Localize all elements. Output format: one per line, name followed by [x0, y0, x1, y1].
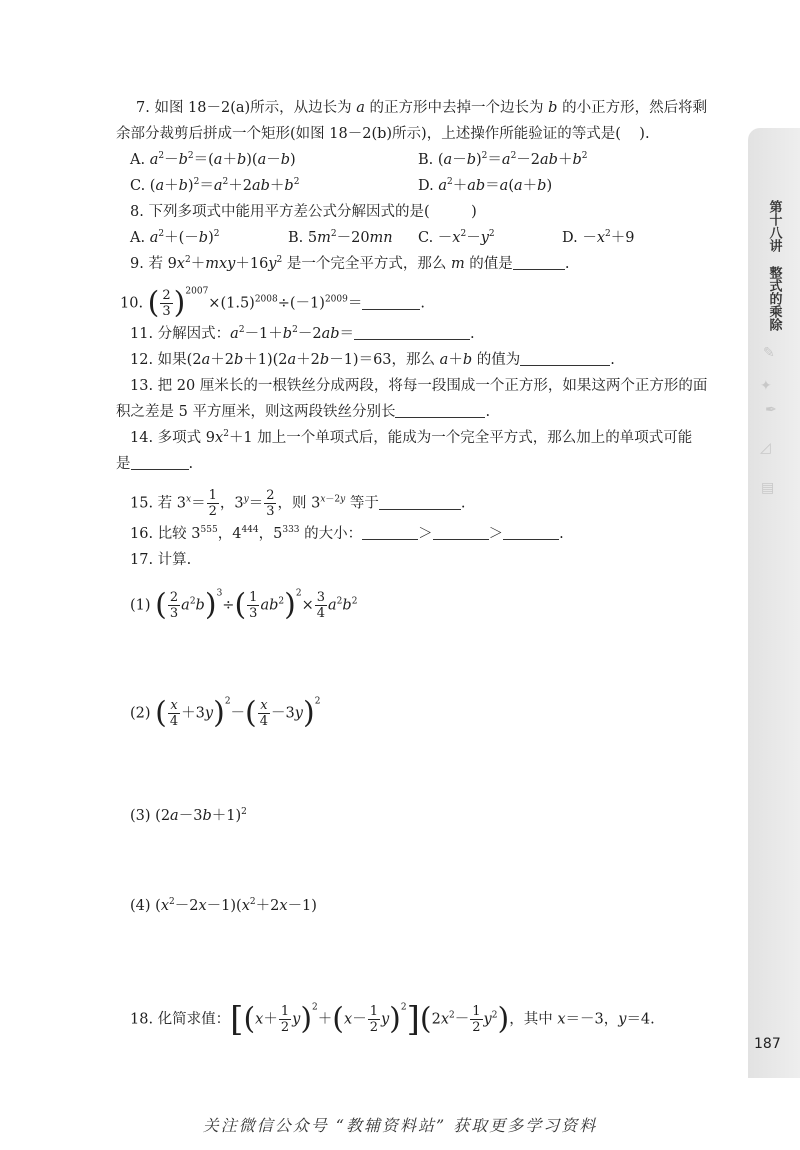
pencil-icon: ✎	[763, 345, 775, 361]
q18-line: 18. 化简求值：[(x＋ $\frac{1}{2}$ y)$^2$＋(x－ $\frac{1}{2}$ $y)^2](2x^2-$ $\frac{1}{2}$ $y^2$)，其中 x＝－3，y＝4.	[130, 999, 655, 1040]
footer-watermark: 关注微信公众号 “教辅资料站” 获取更多学习资料	[202, 1116, 598, 1135]
q7-option-b: B. $(a-b)^2=a^2-2ab+b^2$	[418, 151, 588, 168]
q11-answer-blank[interactable]	[354, 325, 470, 340]
q17-part3: (3) $(2a-3b+1)^2$	[130, 807, 247, 824]
star-icon: ✦	[760, 378, 772, 394]
q8-line: 8. 下列多项式中能用平方差公式分解因式的是( )	[130, 204, 477, 220]
q11-line: 11. 分解因式：$a^2-1+b^2-2ab=$ .	[130, 325, 475, 342]
triangle-ruler-icon: ◿	[760, 440, 771, 456]
q7-line1: 7. 如图 18－2(a)所示，从边长为 a 的正方形中去掉一个边长为 b 的小正方形，然后将剩	[136, 100, 708, 116]
chapter-title	[762, 200, 786, 331]
q17-title: 17. 计算.	[130, 552, 192, 568]
q12-answer-blank[interactable]	[520, 351, 610, 366]
q7-option-a: A. $a^2-b^2=(a+b)(a-b)$	[130, 151, 296, 168]
q7-option-d: D. $a^2+ab=a(a+b)$	[418, 177, 553, 194]
chapter-topic: 整式的乘除	[766, 266, 782, 331]
q7-line2: 余部分裁剪后拼成一个矩形(如图 18－2(b)所示)，上述操作所能验证的等式是( ).	[116, 126, 650, 142]
q10-line: 10. ( $\frac{2}{3}$ )$^{2007}\times(1.5)^{2008}\div(-1)^{2009}=$ .	[120, 285, 425, 321]
q10-answer-blank[interactable]	[362, 295, 420, 310]
q14-line1: 14. 多项式 $9x^2+1$ 加上一个单项式后，能成为一个完全平方式，那么加上的单项式可能	[130, 429, 693, 446]
q8-option-c: C. $-x^2-y^2$	[418, 229, 495, 246]
pen-icon: ✒	[765, 402, 777, 418]
q8-option-b: B. $5m^2-20mn$	[288, 229, 393, 246]
q17-part2: (2) ( $\frac{x}{4}$ ＋3y)$^2$－( $\frac{x}{4}$ －3y)$^2$	[130, 695, 321, 731]
q7-option-c: C. $(a+b)^2=a^2+2ab+b^2$	[130, 177, 300, 194]
q9-answer-blank[interactable]	[513, 255, 565, 270]
chapter-number: 第十八讲	[766, 200, 782, 252]
q17-part4: (4) $(x^2-2x-1)(x^2+2x-1)$	[130, 897, 317, 914]
q16-blank-3[interactable]	[503, 525, 559, 540]
q16-blank-1[interactable]	[362, 525, 418, 540]
q16-blank-2[interactable]	[433, 525, 489, 540]
q8-option-a: A. $a^2+(-b)^2$	[130, 229, 220, 246]
q15-answer-blank[interactable]	[379, 495, 461, 510]
q9-line: 9. 若 $9x^2+mxy+16y^2$ 是一个完全平方式，那么 m 的值是 .	[130, 255, 570, 272]
q14-line2: 是 .	[116, 456, 194, 472]
q14-answer-blank[interactable]	[131, 455, 189, 470]
q13-line2: 积之差是 5 平方厘米，则这两段铁丝分别长 .	[116, 404, 491, 420]
page-number: 187	[754, 1036, 781, 1052]
q8-option-d: D. $-x^2+9$	[562, 229, 635, 246]
q13-answer-blank[interactable]	[395, 403, 485, 418]
q13-line1: 13. 把 20 厘米长的一根铁丝分成两段，将每一段围成一个正方形，如果这两个正方形的面	[130, 378, 708, 394]
book-icon: ▤	[761, 480, 775, 496]
q12-line: 12. 如果(2a＋2b＋1)(2a＋2b－1)＝63，那么 a＋b 的值为 .	[130, 352, 615, 368]
q16-line: 16. 比较 $3^{555}$，$4^{444}$，$5^{333}$ 的大小： ＞ ＞ .	[130, 525, 564, 542]
q17-part1: (1) ( $\frac{2}{3}$ $a^2b)^3\div$( $\frac{1}{3}$ $ab^2)^2\times$ $\frac{3}{4}$ $a^2b^2$	[130, 587, 358, 623]
q15-line: 15. 若 $3^x=$ $\frac{1}{2}$ ，$3^y=$ $\frac{2}{3}$ ，则 $3^{x-2y}$ 等于 .	[130, 488, 466, 519]
